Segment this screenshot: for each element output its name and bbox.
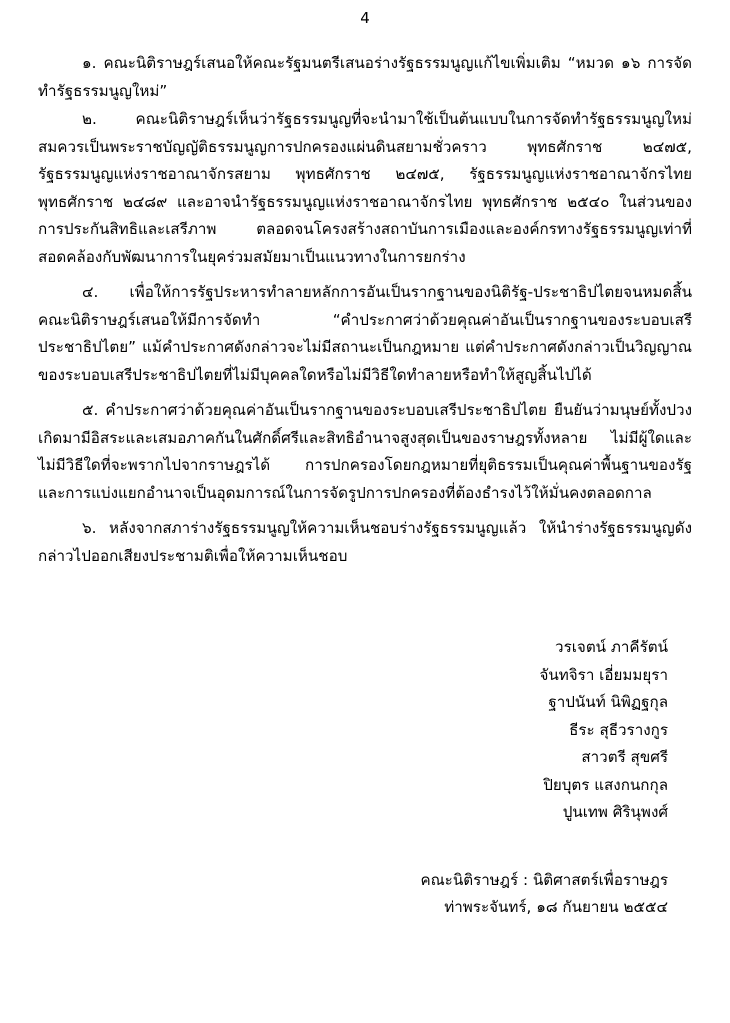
page-number: 4 [360, 9, 370, 27]
paragraph: ๑. คณะนิติราษฎร์เสนอให้คณะรัฐมนตรีเสนอร่างรัฐธรรมนูญแก้ไขเพิ่มเติม “หมวด ๑๖ การจัดทำรัฐธรรมนูญใหม่” [38, 54, 692, 100]
paragraph: ๕. คำประกาศว่าด้วยคุณค่าอันเป็นรากฐานของระบอบเสรีประชาธิปไตย ยืนยันว่ามนุษย์ทั้งปวงเกิดมามีอิสระและเสมอภาคกันในศักดิ์ศรีและสิทธิอำนาจสูงสุดเป็นของราษฎรทั้งหลาย ไม่มีผู้ใดและไม่มีวิธีใดที่จะพรากไปจากราษฎรได้ การปกครองโดยกฎหมายที่ยุติธรรมเป็นคุณค่าพื้นฐานของรัฐ และการแบ่งแยกอำนาจเป็นอุดมการณ์ในการจัดรูปการปกครองที่ต้องธำรงไว้ให้มั่นคงตลอดกาล [38, 401, 692, 502]
paragraph: ๔. เพื่อให้การรัฐประหารทำลายหลักการอันเป็นรากฐานของนิติรัฐ-ประชาธิปไตยจนหมดสิ้น คณะนิติราษฎร์เสนอให้มีการจัดทำ “คำประกาศว่าด้วยคุณค่าอันเป็นรากฐานของระบอบเสรีประชาธิปไตย” แม้คำประกาศดังกล่าวจะไม่มีสถานะเป็นกฎหมาย แต่คำประกาศดังกล่าวเป็นวิญญาณของระบอบเสรีประชาธิปไตยที่ไม่มีบุคคลใดหรือไม่มีวิธีใดทำลายหรือทำให้สูญสิ้นไปได้ [38, 283, 692, 384]
signatory: ปูนเทพ ศิรินุพงศ์ [562, 803, 668, 821]
paragraph: ๖. หลังจากสภาร่างรัฐธรรมนูญให้ความเห็นชอบร่างรัฐธรรมนูญแล้ว ให้นำร่างรัฐธรรมนูญดังกล่าวไปออกเสียงประชามติเพื่อให้ความเห็นชอบ [38, 519, 692, 565]
signature-list [38, 634, 692, 827]
paragraph: ๒. คณะนิติราษฎร์เห็นว่ารัฐธรรมนูญที่จะนำมาใช้เป็นต้นแบบในการจัดทำรัฐธรรมนูญใหม่ สมควรเป็นพระราชบัญญัติธรรมนูญการปกครองแผ่นดินสยามชั่วคราว พุทธศักราช ๒๔๗๕, รัฐธรรมนูญแห่งราชอาณาจักรสยาม พุทธศักราช ๒๔๗๕, รัฐธรรมนูญแห่งราชอาณาจักรไทย พุทธศักราช ๒๔๘๙ และอาจนำรัฐธรรมนูญแห่งราชอาณาจักรไทย พุทธศักราช ๒๕๔๐ ในส่วนของการประกันสิทธิและเสรีภาพ ตลอดจนโครงสร้างสถาบันการเมืองและองค์กรทางรัฐธรรมนูญเท่าที่สอดคล้องกับพัฒนาการในยุคร่วมสมัยมาเป็นแนวทางในการยกร่าง [38, 110, 692, 266]
document-body [38, 50, 692, 570]
footer-place-date: ท่าพระจันทร์, ๑๘ กันยายน ๒๕๕๔ [444, 898, 668, 916]
signatory: สาวตรี สุขศรี [581, 748, 668, 766]
signatory: ฐาปนันท์ นิพิฏฐกุล [548, 693, 668, 711]
signatory: วรเจตน์ ภาคีรัตน์ [555, 638, 668, 656]
document-footer [38, 867, 692, 922]
footer-group-name: คณะนิติราษฎร์ : นิติศาสตร์เพื่อราษฎร [420, 870, 668, 889]
signatory: ธีระ สุธีวรางกูร [569, 720, 668, 739]
signatory: ปิยบุตร แสงกนกกุล [543, 775, 668, 794]
signatory: จันทจิรา เอี่ยมมยุรา [539, 665, 668, 684]
